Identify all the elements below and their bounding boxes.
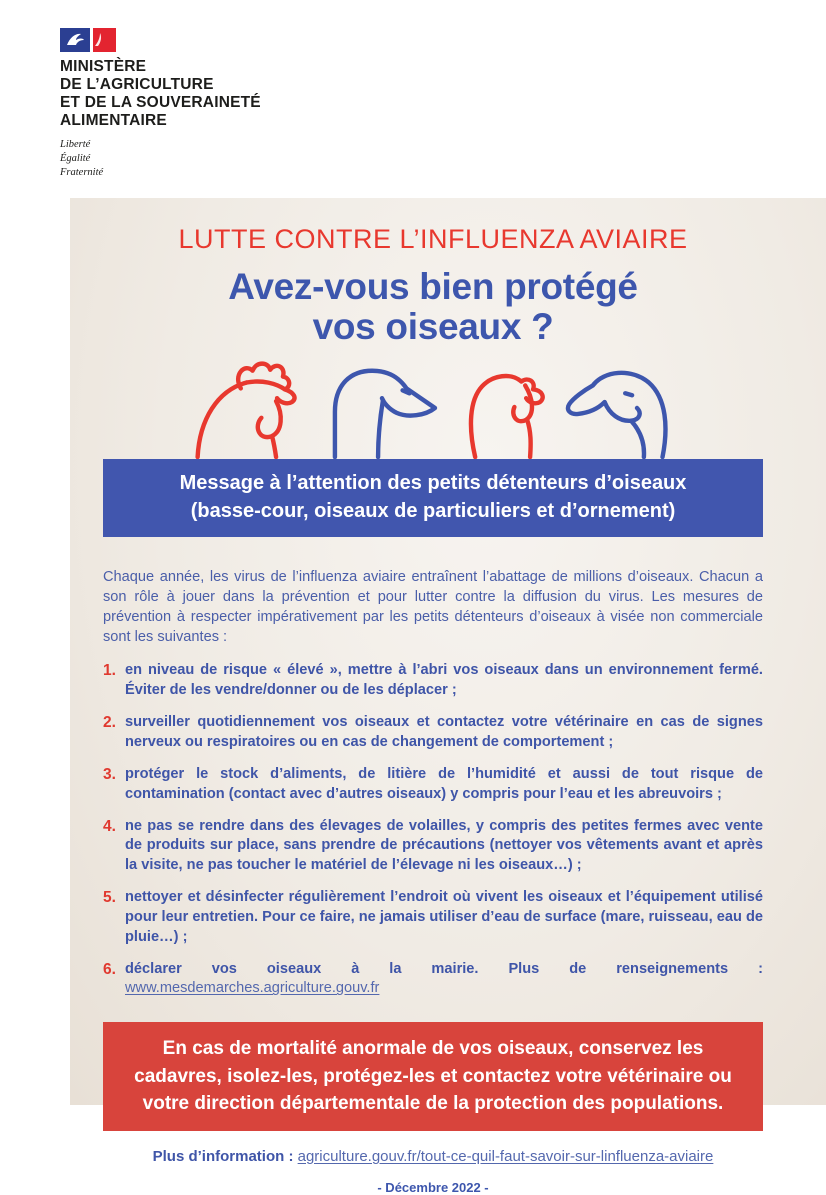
poster-card <box>70 198 826 1195</box>
list-item: 5. nettoyer et désinfecter régulièrement l’endroit où vivent les oiseaux et l’équipement utilisé pour leur entretien. Pour ce faire, ne jamais utiliser d’eau de surface (mare, ruisseau, eau de pluie…) ; <box>103 889 763 945</box>
prevention-rules-list <box>103 661 763 999</box>
list-item: 6. déclarer vos oiseaux à la mairie. Plus de renseignements : www.mesdemarches.agriculture.gouv.fr <box>103 960 763 997</box>
marianne-flag-icon <box>60 28 116 52</box>
page-title: Avez-vous bien protégé vos oiseaux ? <box>228 266 638 347</box>
list-item: 1. en niveau de risque « élevé », mettre à l’abri vos oiseaux dans un environnement fermé. Éviter de les vendre/donner ou de les déplacer ; <box>103 662 763 699</box>
motto: Liberté Égalité Fraternité <box>60 138 104 178</box>
list-item: 3. protéger le stock d’aliments, de litière de l’humidité et aussi de tout risque de contamination (contact avec d’autres oiseaux) y compris pour l’eau et les abreuvoirs ; <box>103 765 763 802</box>
mesdemarches-link[interactable]: www.mesdemarches.agriculture.gouv.fr <box>125 980 380 997</box>
intro-paragraph: Chaque année, les virus de l’influenza aviaire entraînent l’abattage de millions d’oiseaux. Chacun a son rôle à jouer dans la prévention et pour lutter contre la diffusion du virus. Les mesures de prévention à respecter impérativement par les petits détenteurs d’oiseaux à visée non commerciale sont les suivantes : <box>103 569 763 645</box>
list-item: 2. surveiller quotidiennement vos oiseaux et contactez votre vétérinaire en cas de signes nerveux ou respiratoires ou en cas de changement de comportement ; <box>103 714 763 750</box>
audience-banner: Message à l’attention des petits détenteurs d’oiseaux (basse-cour, oiseaux de particuliers et d’ornement) <box>103 459 763 537</box>
mortality-alert-banner: En cas de mortalité anormale de vos oiseaux, conservez les cadavres, isolez-les, protégez-les et contactez votre vétérinaire ou votre direction départementale de la protection des populations. <box>103 1022 763 1131</box>
bird-heads-illustration <box>183 357 683 459</box>
duck-icon <box>568 373 666 457</box>
turkey-icon <box>471 376 543 457</box>
goose-icon <box>335 371 435 457</box>
campaign-supertitle: LUTTE CONTRE L’INFLUENZA AVIAIRE <box>178 224 688 254</box>
more-info-line: Plus d’information : agriculture.gouv.fr/tout-ce-quil-faut-savoir-sur-linfluenza-aviaire <box>152 1147 714 1165</box>
agriculture-gouv-link[interactable]: agriculture.gouv.fr/tout-ce-quil-faut-savoir-sur-linfluenza-aviaire <box>297 1147 714 1165</box>
rooster-icon <box>198 364 295 457</box>
list-item: 4. ne pas se rendre dans des élevages de volailles, y compris des petites fermes avec vente de produits sur place, sans prendre de précautions (nettoyer vos vêtements avant et après la visite, ne pas toucher le matériel de l’élevage ni les oiseaux…) ; <box>103 817 763 874</box>
ministry-logo <box>60 28 261 179</box>
ministry-name: MINISTÈRE DE L’AGRICULTURE ET DE LA SOUVERAINETÉ ALIMENTAIRE <box>60 58 261 129</box>
publication-date: - Décembre 2022 - <box>377 1179 489 1195</box>
